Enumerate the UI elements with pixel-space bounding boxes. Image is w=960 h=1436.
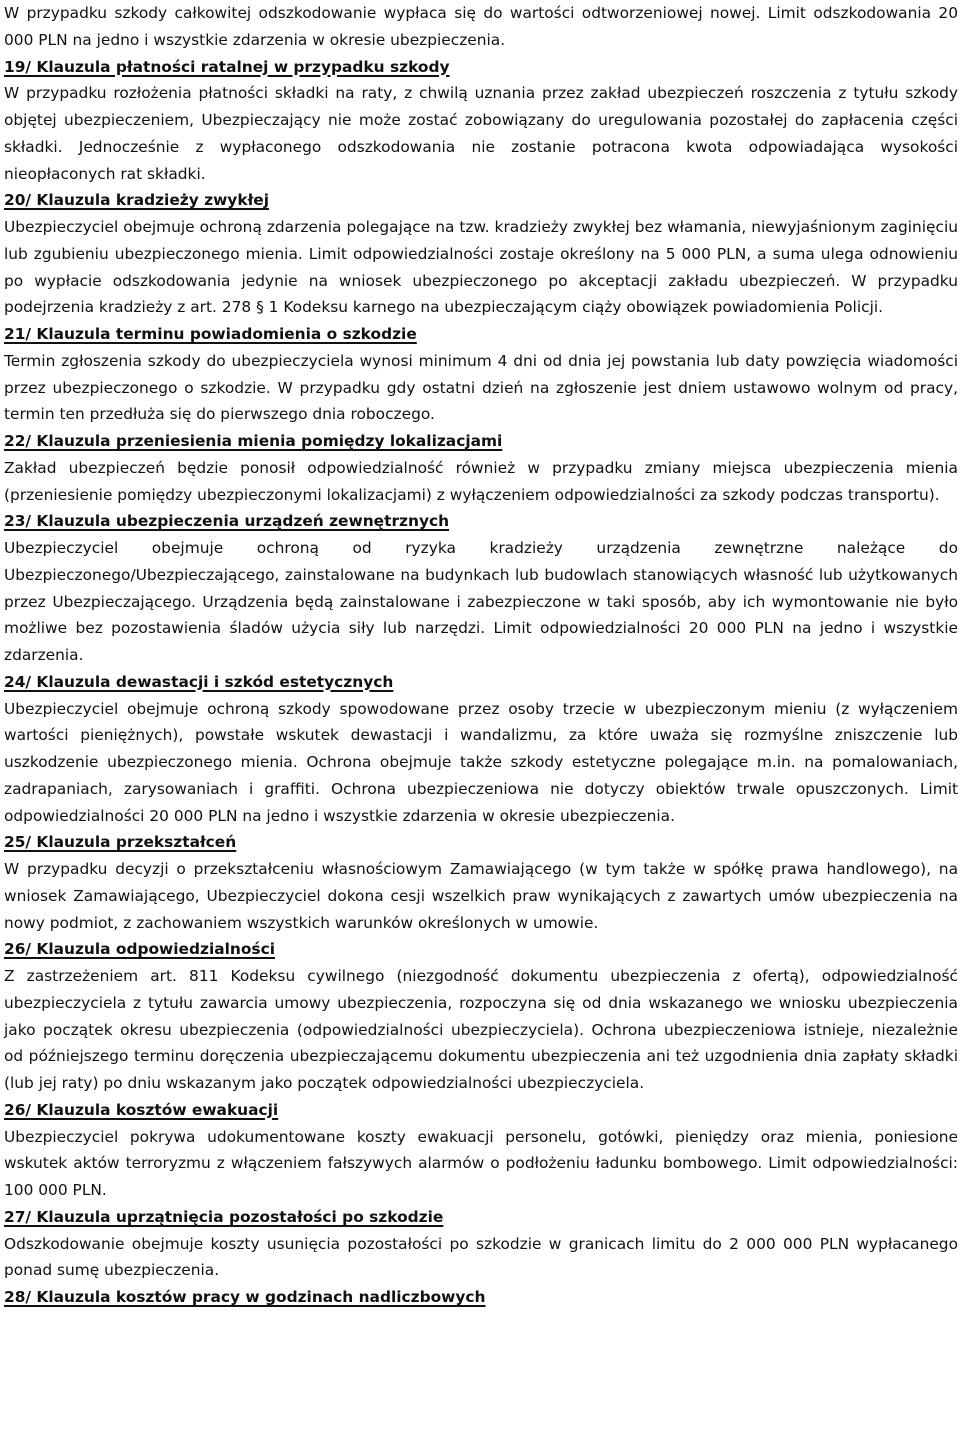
clause-27 <box>4 1204 958 1284</box>
clause-20 <box>4 187 958 321</box>
clause-25 <box>4 829 958 936</box>
document-page <box>4 0 958 1311</box>
clause-body: Ubezpieczyciel obejmuje ochroną zdarzenia polegające na tzw. kradzieży zwykłej bez włamania, niewyjaśnionym zaginięciu lub zgubieniu ubezpieczonego mienia. Limit odpowiedzialności zostaje określony na 5 000 PLN, a suma ulega odnowieniu po wypłacie odszkodowania jedynie na wniosek ubezpieczonego po akceptacji zakładu ubezpieczeń. W przypadku podejrzenia kradzieży z art. 278 § 1 Kodeksu karnego na ubezpieczającym ciąży obowiązek powiadomienia Policji. <box>4 218 958 317</box>
clause-26-ewakuacji <box>4 1097 958 1204</box>
clause-body: Ubezpieczyciel obejmuje ochroną od ryzyka kradzieży urządzenia zewnętrzne należące do Ubezpieczonego/Ubezpieczającego, zainstalowane na budynkach lub budowlach stanowiących własność lub użytkowanych przez Ubezpieczającego. Urządzenia będą zainstalowane i zabezpieczone w taki sposób, aby ich wymontowanie nie było możliwe bez pozostawienia śladów użycia siły lub narzędzi. Limit odpowiedzialności 20 000 PLN na jedno i wszystkie zdarzenia. <box>4 539 958 664</box>
intro-paragraph: W przypadku szkody całkowitej odszkodowanie wypłaca się do wartości odtworzeniowej nowej. Limit odszkodowania 20 000 PLN na jedno i wszystkie zdarzenia w okresie ubezpieczenia. <box>4 4 958 49</box>
clause-body: Ubezpieczyciel pokrywa udokumentowane koszty ewakuacji personelu, gotówki, pieniędzy oraz mienia, poniesione wskutek aktów terroryzmu z włączeniem fałszywych alarmów o podłożeniu ładunku bombowego. Limit odpowiedzialności: 100 000 PLN. <box>4 1127 958 1199</box>
clause-heading: 25/ Klauzula przekształceń <box>4 833 237 852</box>
clause-body: Zakład ubezpieczeń będzie ponosił odpowiedzialność również w przypadku zmiany miejsca ubezpieczenia mienia (przeniesienie pomiędzy ubezpieczonymi lokalizacjami) z wyłączeniem odpowiedzialności za szkody podczas transportu). <box>4 458 958 504</box>
clause-heading: 21/ Klauzula terminu powiadomienia o szkodzie <box>4 325 417 343</box>
clause-26-odpowiedzialnosci <box>4 936 958 1097</box>
clause-23 <box>4 508 958 669</box>
clause-heading: 19/ Klauzula płatności ratalnej w przypadku szkody <box>4 57 450 76</box>
clause-body: Z zastrzeżeniem art. 811 Kodeksu cywilnego (niezgodność dokumentu ubezpieczenia z ofertą), odpowiedzialność ubezpieczyciela z tytułu zawarcia umowy ubezpieczenia, rozpoczyna się od dnia wskazanego we wniosku ubezpieczenia jako początek okresu ubezpieczenia (odpowiedzialności ubezpieczyciela). Ochrona ubezpieczeniowa istnieje, niezależnie od późniejszego terminu doręczenia ubezpieczającemu dokumentu ubezpieczenia ani też uzgodnienia dnia zapłaty składki (lub jej raty) po dniu wskazanym jako początek odpowiedzialności ubezpieczyciela. <box>4 967 958 1092</box>
clause-heading: 28/ Klauzula kosztów pracy w godzinach nadliczbowych <box>4 1288 486 1306</box>
clause-body: Ubezpieczyciel obejmuje ochroną szkody spowodowane przez osoby trzecie w ubezpieczonym mieniu (z wyłączeniem wartości pieniężnych), powstałe wskutek dewastacji i wandalizmu, za które uważa się rozmyślne zniszczenie lub uszkodzenie ubezpieczonego mienia. Ochrona obejmuje także szkody estetyczne polegające m.in. na pomalowaniach, zadrapaniach, zarysowaniach i graffiti. Ochrona ubezpieczeniowa nie dotyczy obiektów trwale opuszczonych. Limit odpowiedzialności 20 000 PLN na jedno i wszystkie zdarzenia w okresie ubezpieczenia. <box>4 699 958 825</box>
clause-22 <box>4 428 958 508</box>
clause-body: W przypadku rozłożenia płatności składki na raty, z chwilą uznania przez zakład ubezpieczeń roszczenia z tytułu szkody objętej ubezpieczeniem, Ubezpieczający nie może zostać zobowiązany do uregulowania pozostałej do zapłacenia części składki. Jednocześnie z wypłaconego odszkodowania nie zostanie potracona kwota odpowiadająca wysokości nieopłaconych rat składki. <box>4 84 958 183</box>
clause-28 <box>4 1284 958 1311</box>
clause-heading: 26/ Klauzula odpowiedzialności <box>4 940 275 959</box>
clause-heading: 23/ Klauzula ubezpieczenia urządzeń zewnętrznych <box>4 512 450 531</box>
clause-heading: 27/ Klauzula uprzątnięcia pozostałości po szkodzie <box>4 1207 444 1226</box>
clause-body: W przypadku decyzji o przekształceniu własnościowym Zamawiającego (w tym także w spółkę prawa handlowego), na wniosek Zamawiającego, Ubezpieczyciel dokona cesji wszelkich praw wynikających z zawartych umów ubezpieczenia na nowy podmiot, z zachowaniem wszystkich warunków określonych w umowie. <box>4 860 958 932</box>
clause-body: Odszkodowanie obejmuje koszty usunięcia pozostałości po szkodzie w granicach limitu do 2 000 000 PLN wypłacanego ponad sumę ubezpieczenia. <box>4 1234 958 1280</box>
clause-19 <box>4 54 958 188</box>
clause-heading: 22/ Klauzula przeniesienia mienia pomiędzy lokalizacjami <box>4 432 503 450</box>
clause-heading: 20/ Klauzula kradzieży zwykłej <box>4 191 269 210</box>
clause-21 <box>4 321 958 428</box>
clause-heading: 24/ Klauzula dewastacji i szkód estetycznych <box>4 672 394 691</box>
clause-heading: 26/ Klauzula kosztów ewakuacji <box>4 1100 279 1119</box>
clause-24 <box>4 669 958 830</box>
clause-body: Termin zgłoszenia szkody do ubezpieczyciela wynosi minimum 4 dni od dnia jej powstania lub daty powzięcia wiadomości przez ubezpieczonego o szkodzie. W przypadku gdy ostatni dzień na zgłoszenie jest dniem ustawowo wolnym od pracy, termin ten przedłuża się do pierwszego dnia roboczego. <box>4 351 958 424</box>
